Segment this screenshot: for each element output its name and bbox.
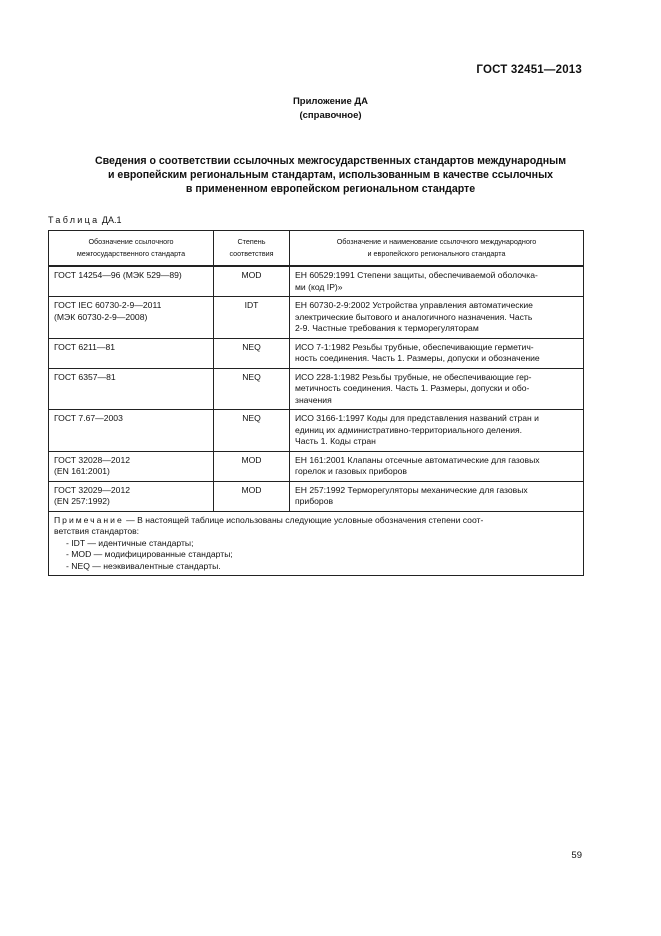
cell-line: электрические бытового и аналогичного назначения. Часть [295, 311, 533, 322]
table-row [49, 410, 584, 452]
cell-line: горелок и газовых приборов [295, 466, 407, 476]
cell-line: (EN 161:2001) [54, 466, 110, 476]
cell-line: 2-9. Частные требования к терморегуляторам [295, 323, 479, 333]
header-interstate-standard [49, 231, 214, 267]
header-line: соответствия [229, 249, 274, 258]
cell-degree: MOD [214, 481, 290, 511]
note-list-item: - MOD — модифицированные стандарты; [66, 549, 233, 559]
cell-line: ЕН 60529:1991 Степени защиты, обеспечиваемой оболочка- [295, 270, 538, 280]
cell-reference-standard [290, 481, 584, 511]
table-row [49, 451, 584, 481]
cell-interstate-code [49, 368, 214, 410]
header-degree [214, 231, 290, 267]
cell-reference-standard [290, 410, 584, 452]
cell-line: ЕН 60730-2-9:2002 Устройства управления автоматические [295, 300, 533, 310]
cell-reference-standard [290, 368, 584, 410]
cell-line: единиц их административно-территориального деления. [295, 424, 523, 435]
table-row [49, 481, 584, 511]
header-line: межгосударственного стандарта [76, 249, 186, 258]
cell-line: метичность соединения. Часть 1. Размеры, допуски и обо- [295, 383, 530, 393]
cell-line: ГОСТ 6211—81 [54, 341, 116, 352]
document-title-line: Сведения о соответствии ссылочных межгосударственных стандартов международным [94, 155, 567, 167]
table-caption [48, 215, 122, 225]
document-title-line: и европейским региональным стандартам, использованным в качестве ссылочных [107, 169, 554, 181]
table-header-row [49, 231, 584, 267]
header-line: Степень [237, 237, 266, 246]
cell-degree: IDT [214, 297, 290, 339]
note-text-continued: ветствия стандартов: [54, 526, 140, 536]
note-list-item: - NEQ — неэквивалентные стандарты. [66, 560, 221, 571]
cell-reference-standard [290, 451, 584, 481]
document-title-line: в примененном европейском региональном стандарте [185, 183, 476, 195]
note-first-line [54, 515, 578, 527]
cell-interstate-code [49, 410, 214, 452]
cell-line: ность соединения. Часть 1. Размеры, допуски и обозначение [295, 353, 540, 363]
table-row [49, 368, 584, 410]
cell-line: приборов [295, 496, 334, 506]
note-text: — В настоящей таблице использованы следующие условные обозначения степени соот- [123, 514, 484, 525]
table-row [49, 338, 584, 368]
table-row [49, 297, 584, 339]
table-caption-word: Таблица [48, 215, 100, 225]
cell-line: ГОСТ 32028—2012 [54, 454, 131, 465]
standard-code-header: ГОСТ 32451—2013 [476, 64, 582, 76]
cell-interstate-code [49, 266, 214, 297]
header-line: Обозначение и наименование ссылочного международного [336, 237, 537, 246]
cell-line: ГОСТ 14254—96 (МЭК 529—89) [54, 270, 182, 280]
table-caption-number: ДА.1 [99, 215, 122, 225]
table-note [49, 511, 584, 576]
document-title [48, 154, 613, 196]
header-line: Обозначение ссылочного [88, 237, 174, 246]
cell-interstate-code [49, 338, 214, 368]
cell-degree: MOD [214, 451, 290, 481]
note-list-item: - IDT — идентичные стандарты; [66, 537, 194, 548]
cell-degree: NEQ [214, 368, 290, 410]
correspondence-table [48, 230, 584, 576]
cell-line: значения [295, 394, 332, 405]
table-note-row [49, 511, 584, 576]
cell-degree: NEQ [214, 410, 290, 452]
cell-interstate-code [49, 481, 214, 511]
page-number: 59 [571, 850, 582, 861]
table-row [49, 266, 584, 297]
cell-line: (МЭК 60730-2-9—2008) [54, 311, 148, 322]
cell-line: (EN 257:1992) [54, 496, 110, 506]
cell-reference-standard [290, 297, 584, 339]
appendix-heading [0, 95, 661, 123]
cell-interstate-code [49, 451, 214, 481]
cell-reference-standard [290, 338, 584, 368]
cell-line: ЕН 161:2001 Клапаны отсечные автоматические для газовых [295, 454, 540, 465]
cell-reference-standard [290, 266, 584, 297]
cell-line: ГОСТ IEC 60730-2-9—2011 [54, 300, 162, 310]
header-line: и европейского регионального стандарта [367, 249, 506, 258]
cell-line: ГОСТ 32029—2012 [54, 484, 131, 495]
cell-line: ЕН 257:1992 Терморегуляторы механические для газовых [295, 484, 528, 495]
cell-line: ИСО 3166-1:1997 Коды для представления названий стран и [295, 413, 539, 423]
cell-line: ГОСТ 7.67—2003 [54, 413, 123, 423]
cell-line: ГОСТ 6357—81 [54, 371, 116, 382]
cell-interstate-code [49, 297, 214, 339]
cell-line: ИСО 228-1:1982 Резьбы трубные, не обеспечивающие гер- [295, 371, 532, 382]
cell-line: ИСО 7-1:1982 Резьбы трубные, обеспечивающие герметич- [295, 341, 534, 352]
note-label: Примечание [54, 514, 124, 525]
appendix-subtitle: (справочное) [299, 110, 362, 121]
cell-degree: MOD [214, 266, 290, 297]
cell-degree: NEQ [214, 338, 290, 368]
appendix-title: Приложение ДА [292, 96, 369, 107]
cell-line: ми (код IP)» [295, 281, 343, 292]
header-international-standard [290, 231, 584, 267]
cell-line: Часть 1. Коды стран [295, 436, 376, 446]
